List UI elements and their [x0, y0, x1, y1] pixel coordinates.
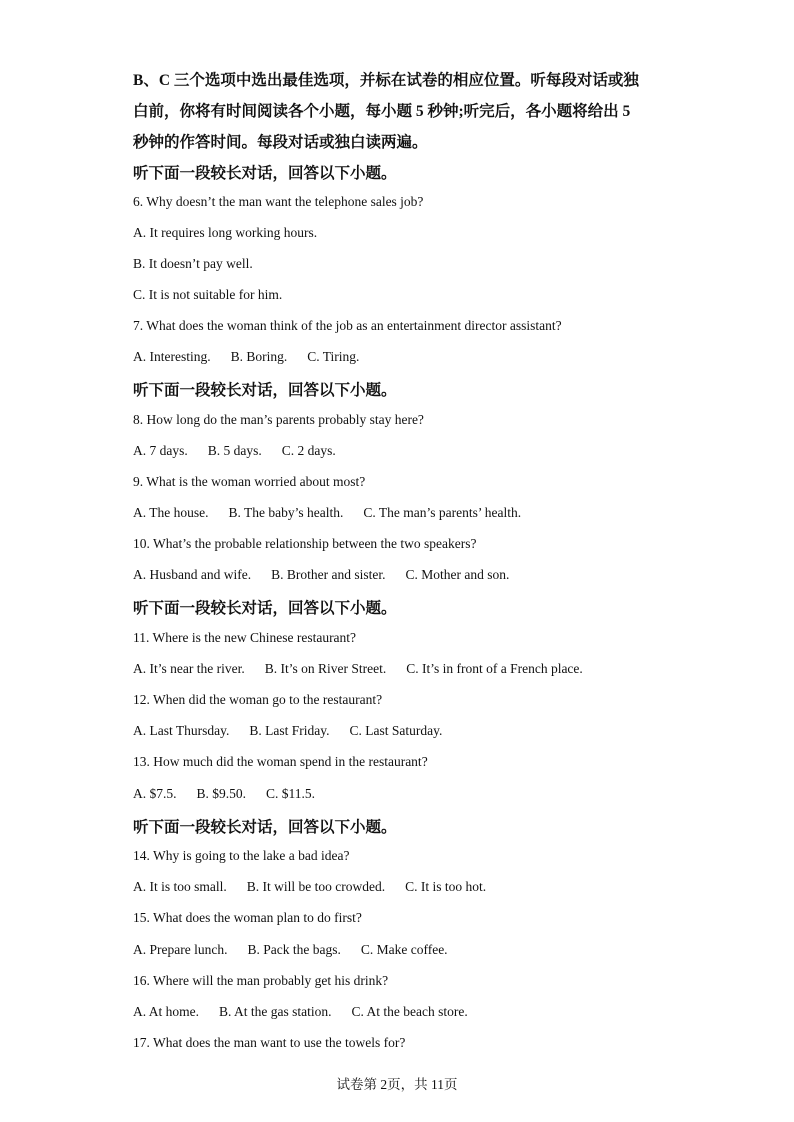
- option-6a: A. It requires long working hours.: [133, 225, 318, 240]
- option-15a: A. Prepare lunch.: [133, 942, 228, 957]
- option-16b: B. At the gas station.: [219, 1004, 332, 1019]
- option-8a: A. 7 days.: [133, 443, 188, 458]
- options-14: [133, 879, 486, 895]
- option-7a: A. Interesting.: [133, 349, 211, 364]
- options-12: [133, 723, 442, 739]
- options-10: [133, 567, 509, 583]
- option-6b: B. It doesn’t pay well.: [133, 256, 253, 271]
- section-heading: 听下面一段较长对话，回答以下小题。: [133, 819, 397, 836]
- option-9b: B. The baby’s health.: [228, 505, 344, 520]
- option-6c: C. It is not suitable for him.: [133, 287, 283, 302]
- option-11a: A. It’s near the river.: [133, 661, 245, 676]
- option-13a: A. $7.5.: [133, 786, 177, 801]
- intro-line-1: B、C 三个选项中选出最佳选项，并标在试卷的相应位置。听每段对话或独: [133, 72, 639, 89]
- page-footer: 试卷第 2页，共 11页: [336, 1077, 458, 1092]
- question-10: 10. What’s the probable relationship between the two speakers?: [133, 536, 477, 551]
- section-heading: 听下面一段较长对话，回答以下小题。: [133, 382, 397, 399]
- options-8: [133, 443, 336, 459]
- option-10b: B. Brother and sister.: [271, 567, 386, 582]
- options-7: [133, 349, 359, 365]
- question-16: 16. Where will the man probably get his drink?: [133, 973, 389, 988]
- intro-line-3: 秒钟的作答时间。每段对话或独白读两遍。: [133, 134, 428, 151]
- option-9c: C. The man’s parents’ health.: [363, 505, 522, 520]
- question-8: 8. How long do the man’s parents probably stay here?: [133, 412, 424, 427]
- option-13b: B. $9.50.: [196, 786, 247, 801]
- option-12a: A. Last Thursday.: [133, 723, 230, 738]
- question-17: 17. What does the man want to use the towels for?: [133, 1035, 406, 1050]
- options-15: [133, 942, 448, 958]
- section-heading: 听下面一段较长对话，回答以下小题。: [133, 600, 397, 617]
- question-7: 7. What does the woman think of the job as an entertainment director assistant?: [133, 318, 562, 333]
- option-16a: A. At home.: [133, 1004, 199, 1019]
- option-14a: A. It is too small.: [133, 879, 227, 894]
- option-10c: C. Mother and son.: [405, 567, 510, 582]
- intro-line-2: 白前，你将有时间阅读各个小题，每小题 5 秒钟;听完后，各小题将给出 5: [133, 103, 631, 120]
- options-13: [133, 786, 315, 802]
- question-9: 9. What is the woman worried about most?: [133, 474, 366, 489]
- option-7c: C. Tiring.: [307, 349, 360, 364]
- option-15c: C. Make coffee.: [360, 942, 448, 957]
- option-12b: B. Last Friday.: [249, 723, 330, 738]
- question-11: 11. Where is the new Chinese restaurant?: [133, 630, 357, 645]
- option-7b: B. Boring.: [230, 349, 288, 364]
- question-14: 14. Why is going to the lake a bad idea?: [133, 848, 350, 863]
- option-11c: C. It’s in front of a French place.: [406, 661, 583, 676]
- question-12: 12. When did the woman go to the restaurant?: [133, 692, 383, 707]
- option-16c: C. At the beach store.: [351, 1004, 468, 1019]
- option-12c: C. Last Saturday.: [349, 723, 443, 738]
- question-13: 13. How much did the woman spend in the restaurant?: [133, 754, 428, 769]
- option-9a: A. The house.: [133, 505, 209, 520]
- section-heading: 听下面一段较长对话，回答以下小题。: [133, 165, 397, 182]
- option-10a: A. Husband and wife.: [133, 567, 252, 582]
- options-11: [133, 661, 583, 677]
- option-14c: C. It is too hot.: [405, 879, 487, 894]
- question-15: 15. What does the woman plan to do first?: [133, 910, 362, 925]
- options-16: [133, 1004, 468, 1020]
- option-8c: C. 2 days.: [281, 443, 336, 458]
- question-6: 6. Why doesn’t the man want the telephone sales job?: [133, 194, 424, 209]
- option-11b: B. It’s on River Street.: [264, 661, 387, 676]
- options-9: [133, 505, 521, 521]
- option-14b: B. It will be too crowded.: [246, 879, 386, 894]
- option-8b: B. 5 days.: [207, 443, 262, 458]
- option-13c: C. $11.5.: [266, 786, 316, 801]
- option-15b: B. Pack the bags.: [247, 942, 341, 957]
